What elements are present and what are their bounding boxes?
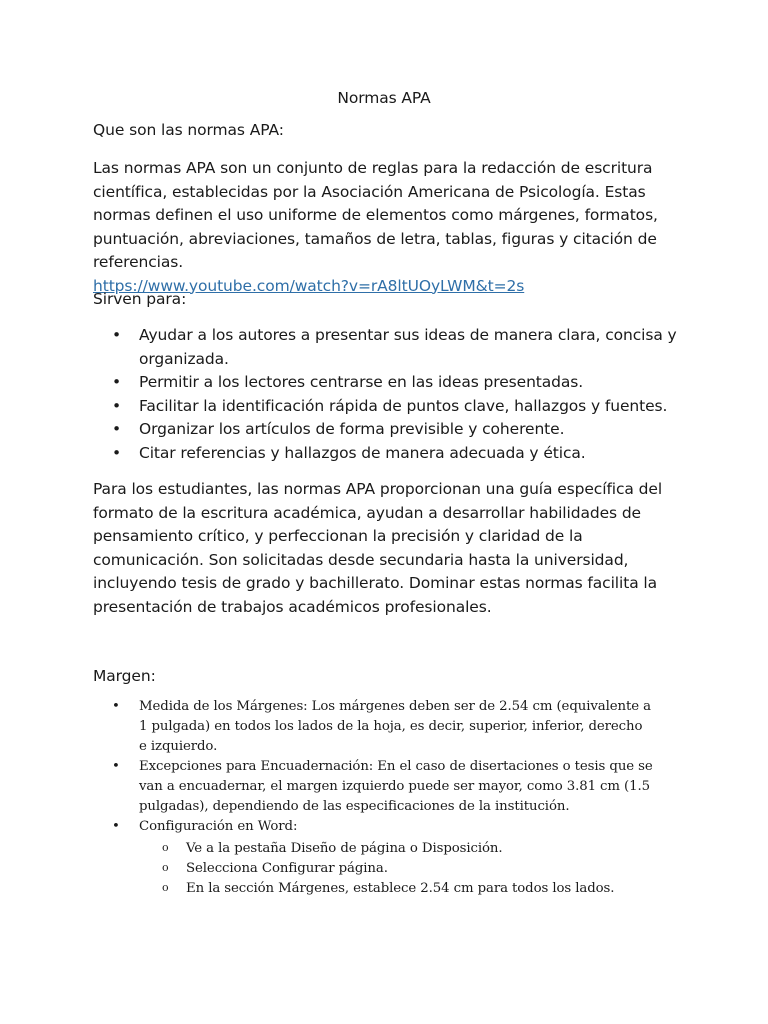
students-paragraph: Para los estudiantes, las normas APA proporcionan una guía específica del formato de la escritura académica, ayudan a desarrollar habilidades de pensamiento crítico, y perfeccionan la precisión y claridad de la comunicación. Son solicitadas desde secundaria hasta la universidad, incluyendo tesis de grado y bachillerato. Dominar estas normas facilita la presentación de trabajos académicos profesionales. — [93, 480, 663, 616]
list-item: • Citar referencias y hallazgos de manera adecuada y ética. — [93, 442, 678, 466]
list-item: • Medida de los Márgenes: Los márgenes deben ser de 2.54 cm (equivalente a 1 pulgada) en todos los lados de la hoja, es decir, superior, inferior, derecho e izquierdo. — [93, 697, 653, 757]
heading-margin: Margen: — [93, 667, 156, 685]
list-item: • Ayudar a los autores a presentar sus ideas de manera clara, concisa y organizada. — [93, 324, 678, 371]
list-item: • Organizar los artículos de forma previsible y coherente. — [93, 418, 678, 442]
list-item: • Permitir a los lectores centrarse en las ideas presentadas. — [93, 371, 678, 395]
intro-section — [93, 157, 678, 298]
word-steps-list — [93, 839, 653, 899]
youtube-link[interactable]: https://www.youtube.com/watch?v=rA8ltUOyLWM&t=2s — [93, 276, 525, 295]
heading-purpose: Sirven para: — [93, 290, 187, 308]
list-item: • Excepciones para Encuadernación: En el caso de disertaciones o tesis que se van a encuadernar, el margen izquierdo puede ser mayor, como 3.81 cm (1.5 pulgadas), dependiendo de las especificaciones de la institución. — [93, 757, 653, 817]
list-item: • Facilitar la identificación rápida de puntos clave, hallazgos y fuentes. — [93, 395, 678, 419]
word-config-label: Configuración en Word: — [139, 819, 298, 834]
margin-list — [93, 697, 653, 837]
intro-paragraph: Las normas APA son un conjunto de reglas para la redacción de escritura científica, establecidas por la Asociación Americana de Psicología. Estas normas definen el uso uniforme de elementos como márgenes, formatos, puntuación, abreviaciones, tamaños de letra, tablas, figuras y citación de referencias. — [93, 159, 658, 271]
purpose-list — [93, 324, 678, 465]
heading-what-are: Que son las normas APA: — [93, 121, 284, 139]
list-item: o Selecciona Configurar página. — [93, 859, 653, 879]
list-item: o Ve a la pestaña Diseño de página o Disposición. — [93, 839, 653, 859]
list-item — [93, 817, 653, 837]
list-item: o En la sección Márgenes, establece 2.54 cm para todos los lados. — [93, 879, 653, 899]
document-title: Normas APA — [337, 89, 431, 107]
